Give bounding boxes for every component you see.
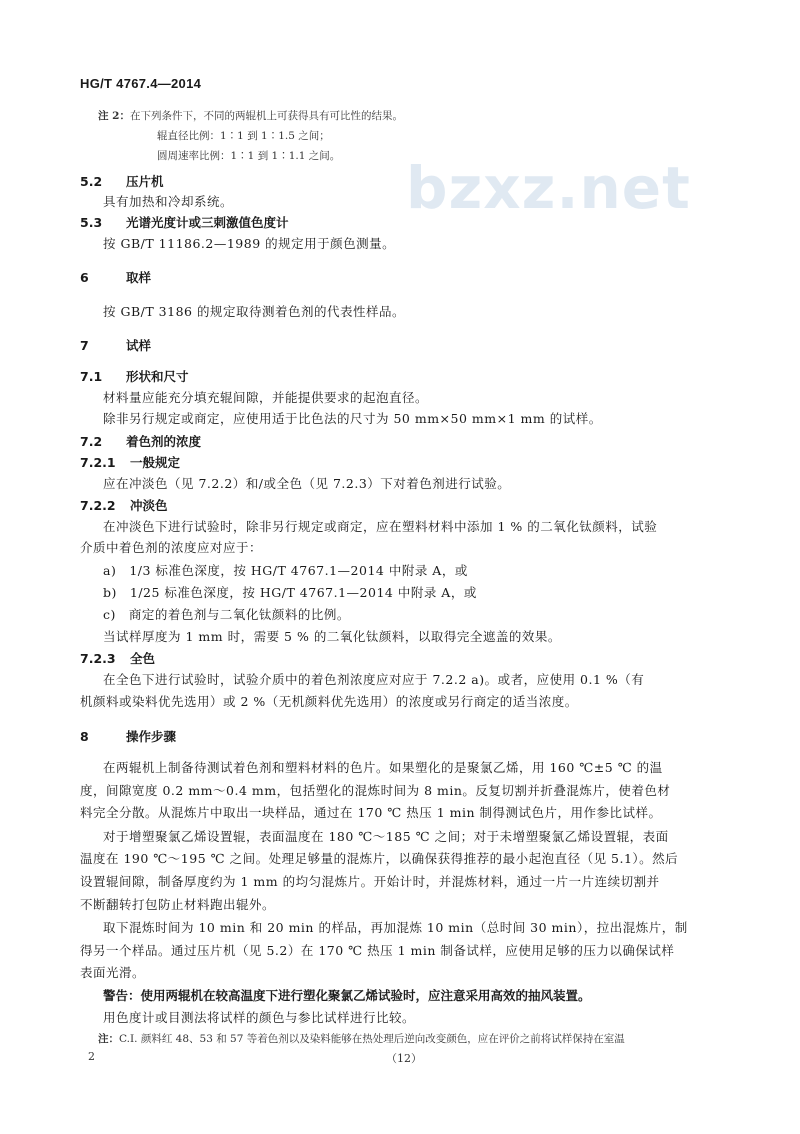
section-7-2-2-para-3: 当试样厚度为 1 mm 时，需要 5 % 的二氧化钛颜料，以取得完全遮盖的效果。 [103, 629, 561, 644]
section-6-text: 按 GB/T 3186 的规定取待测着色剂的代表性样品。 [103, 304, 405, 319]
section-7-2-2-heading: 7.2.2 冲淡色 [80, 498, 168, 513]
list-item-a: a) 1/3 标准色深度，按 HG/T 4767.1—2014 中附录 A，或 [103, 563, 468, 578]
section-7-1-para-2: 除非另行规定或商定，应使用适于比色法的尺寸为 50 mm×50 mm×1 mm 的试样。 [103, 411, 602, 426]
section-8-line-10: 表面光滑。 [80, 965, 146, 980]
final-note-label: 注： [98, 1033, 119, 1045]
section-7-2-3-para-2: 机颜料或染料优先选用）或 2 %（无机颜料优先选用）的浓度或另行商定的适当浓度。 [80, 694, 578, 709]
section-7-2-3-para-1: 在全色下进行试验时，试验介质中的着色剂浓度应对应于 7.2.2 a)。或者，应使用 0.1 %（有 [103, 672, 645, 687]
list-item-c: c) 商定的着色剂与二氧化钛颜料的比例。 [103, 607, 350, 622]
section-8-line-4: 对于增塑聚氯乙烯设置辊，表面温度在 180 ℃～185 ℃ 之间；对于未增塑聚氯乙烯设置辊，表面 [103, 829, 669, 844]
section-5-2-text: 具有加热和冷却系统。 [103, 194, 234, 209]
section-7-1-heading: 7.1 形状和尺寸 [80, 369, 189, 384]
page-number: 2 [88, 1050, 95, 1063]
section-8-line-3: 料完全分散。从混炼片中取出一块样品，通过在 170 ℃ 热压 1 min 制得测试色片，用作参比试样。 [80, 805, 662, 820]
note-2-line-3: 圆周速率比例：1∶1 到 1∶1.1 之间。 [157, 150, 341, 162]
section-7-heading: 7 试样 [80, 338, 152, 353]
section-5-2-heading: 5.2 压片机 [80, 174, 164, 189]
note-2-line-2: 辊直径比例：1∶1 到 1∶1.5 之间； [157, 130, 330, 142]
list-item-b: b) 1/25 标准色深度，按 HG/T 4767.1—2014 中附录 A，或 [103, 585, 477, 600]
section-7-2-1-text: 应在冲淡色（见 7.2.2）和/或全色（见 7.2.3）下对着色剂进行试验。 [103, 476, 511, 491]
section-8-heading: 8 操作步骤 [80, 729, 177, 744]
section-5-3-text: 按 GB/T 11186.2—1989 的规定用于颜色测量。 [103, 236, 396, 251]
section-7-2-3-heading: 7.2.3 全色 [80, 651, 156, 666]
standard-code-header: HG/T 4767.4—2014 [80, 76, 202, 91]
final-note: 注：C.I. 颜料红 48、53 和 57 等着色剂以及染料能够在热处理后逆向改变颜色，应在评价之前将试样保持在室温 [98, 1033, 625, 1045]
section-8-line-11: 用色度计或目测法将试样的颜色与参比试样进行比较。 [103, 1010, 416, 1025]
section-8-line-9: 得另一个样品。通过压片机（见 5.2）在 170 ℃ 热压 1 min 制备试样，应使用足够的压力以确保试样 [80, 943, 675, 958]
section-8-line-2: 度，间隙宽度 0.2 mm～0.4 mm，包括塑化的混炼时间为 8 min。反复切割并折叠混炼片，使着色材 [80, 783, 671, 798]
center-page-number: （12） [386, 1052, 422, 1065]
section-8-line-8: 取下混炼时间为 10 min 和 20 min 的样品，再加混炼 10 min（总时间 30 min），拉出混炼片，制 [103, 920, 688, 935]
section-5-3-heading: 5.3 光谱光度计或三刺激值色度计 [80, 215, 289, 230]
section-7-2-2-para-1: 在冲淡色下进行试验时，除非另行规定或商定，应在塑料材料中添加 1 % 的二氧化钛颜料，试验 [103, 519, 658, 534]
note-2-line-1: 注 2：在下列条件下，不同的两辊机上可获得具有可比性的结果。 [98, 110, 403, 122]
warning-text: 警告：使用两辊机在较高温度下进行塑化聚氯乙烯试验时，应注意采用高效的抽风装置。 [103, 988, 591, 1003]
section-8-line-7: 不断翻转打包防止材料跑出辊外。 [80, 897, 276, 912]
section-8-line-6: 设置辊间隙，制备厚度约为 1 mm 的均匀混炼片。开始计时，并混炼材料，通过一片一片连续切割并 [80, 874, 660, 889]
section-7-1-para-1: 材料量应能充分填充辊间隙，并能提供要求的起泡直径。 [103, 390, 429, 405]
section-8-line-1: 在两辊机上制备待测试着色剂和塑料材料的色片。如果塑化的是聚氯乙烯，用 160 ℃±5 ℃ 的温 [103, 760, 663, 775]
section-7-2-2-para-2: 介质中着色剂的浓度应对应于： [80, 540, 263, 555]
section-7-2-heading: 7.2 着色剂的浓度 [80, 434, 202, 449]
section-7-2-1-heading: 7.2.1 一般规定 [80, 455, 181, 470]
watermark: bzxz.net [406, 154, 691, 222]
section-6-heading: 6 取样 [80, 270, 152, 285]
section-8-line-5: 温度在 190 ℃～195 ℃ 之间。处理足够量的混炼片，以确保获得推荐的最小起泡直径（见 5.1）。然后 [80, 851, 679, 866]
note-2-label: 注 2： [98, 110, 130, 122]
